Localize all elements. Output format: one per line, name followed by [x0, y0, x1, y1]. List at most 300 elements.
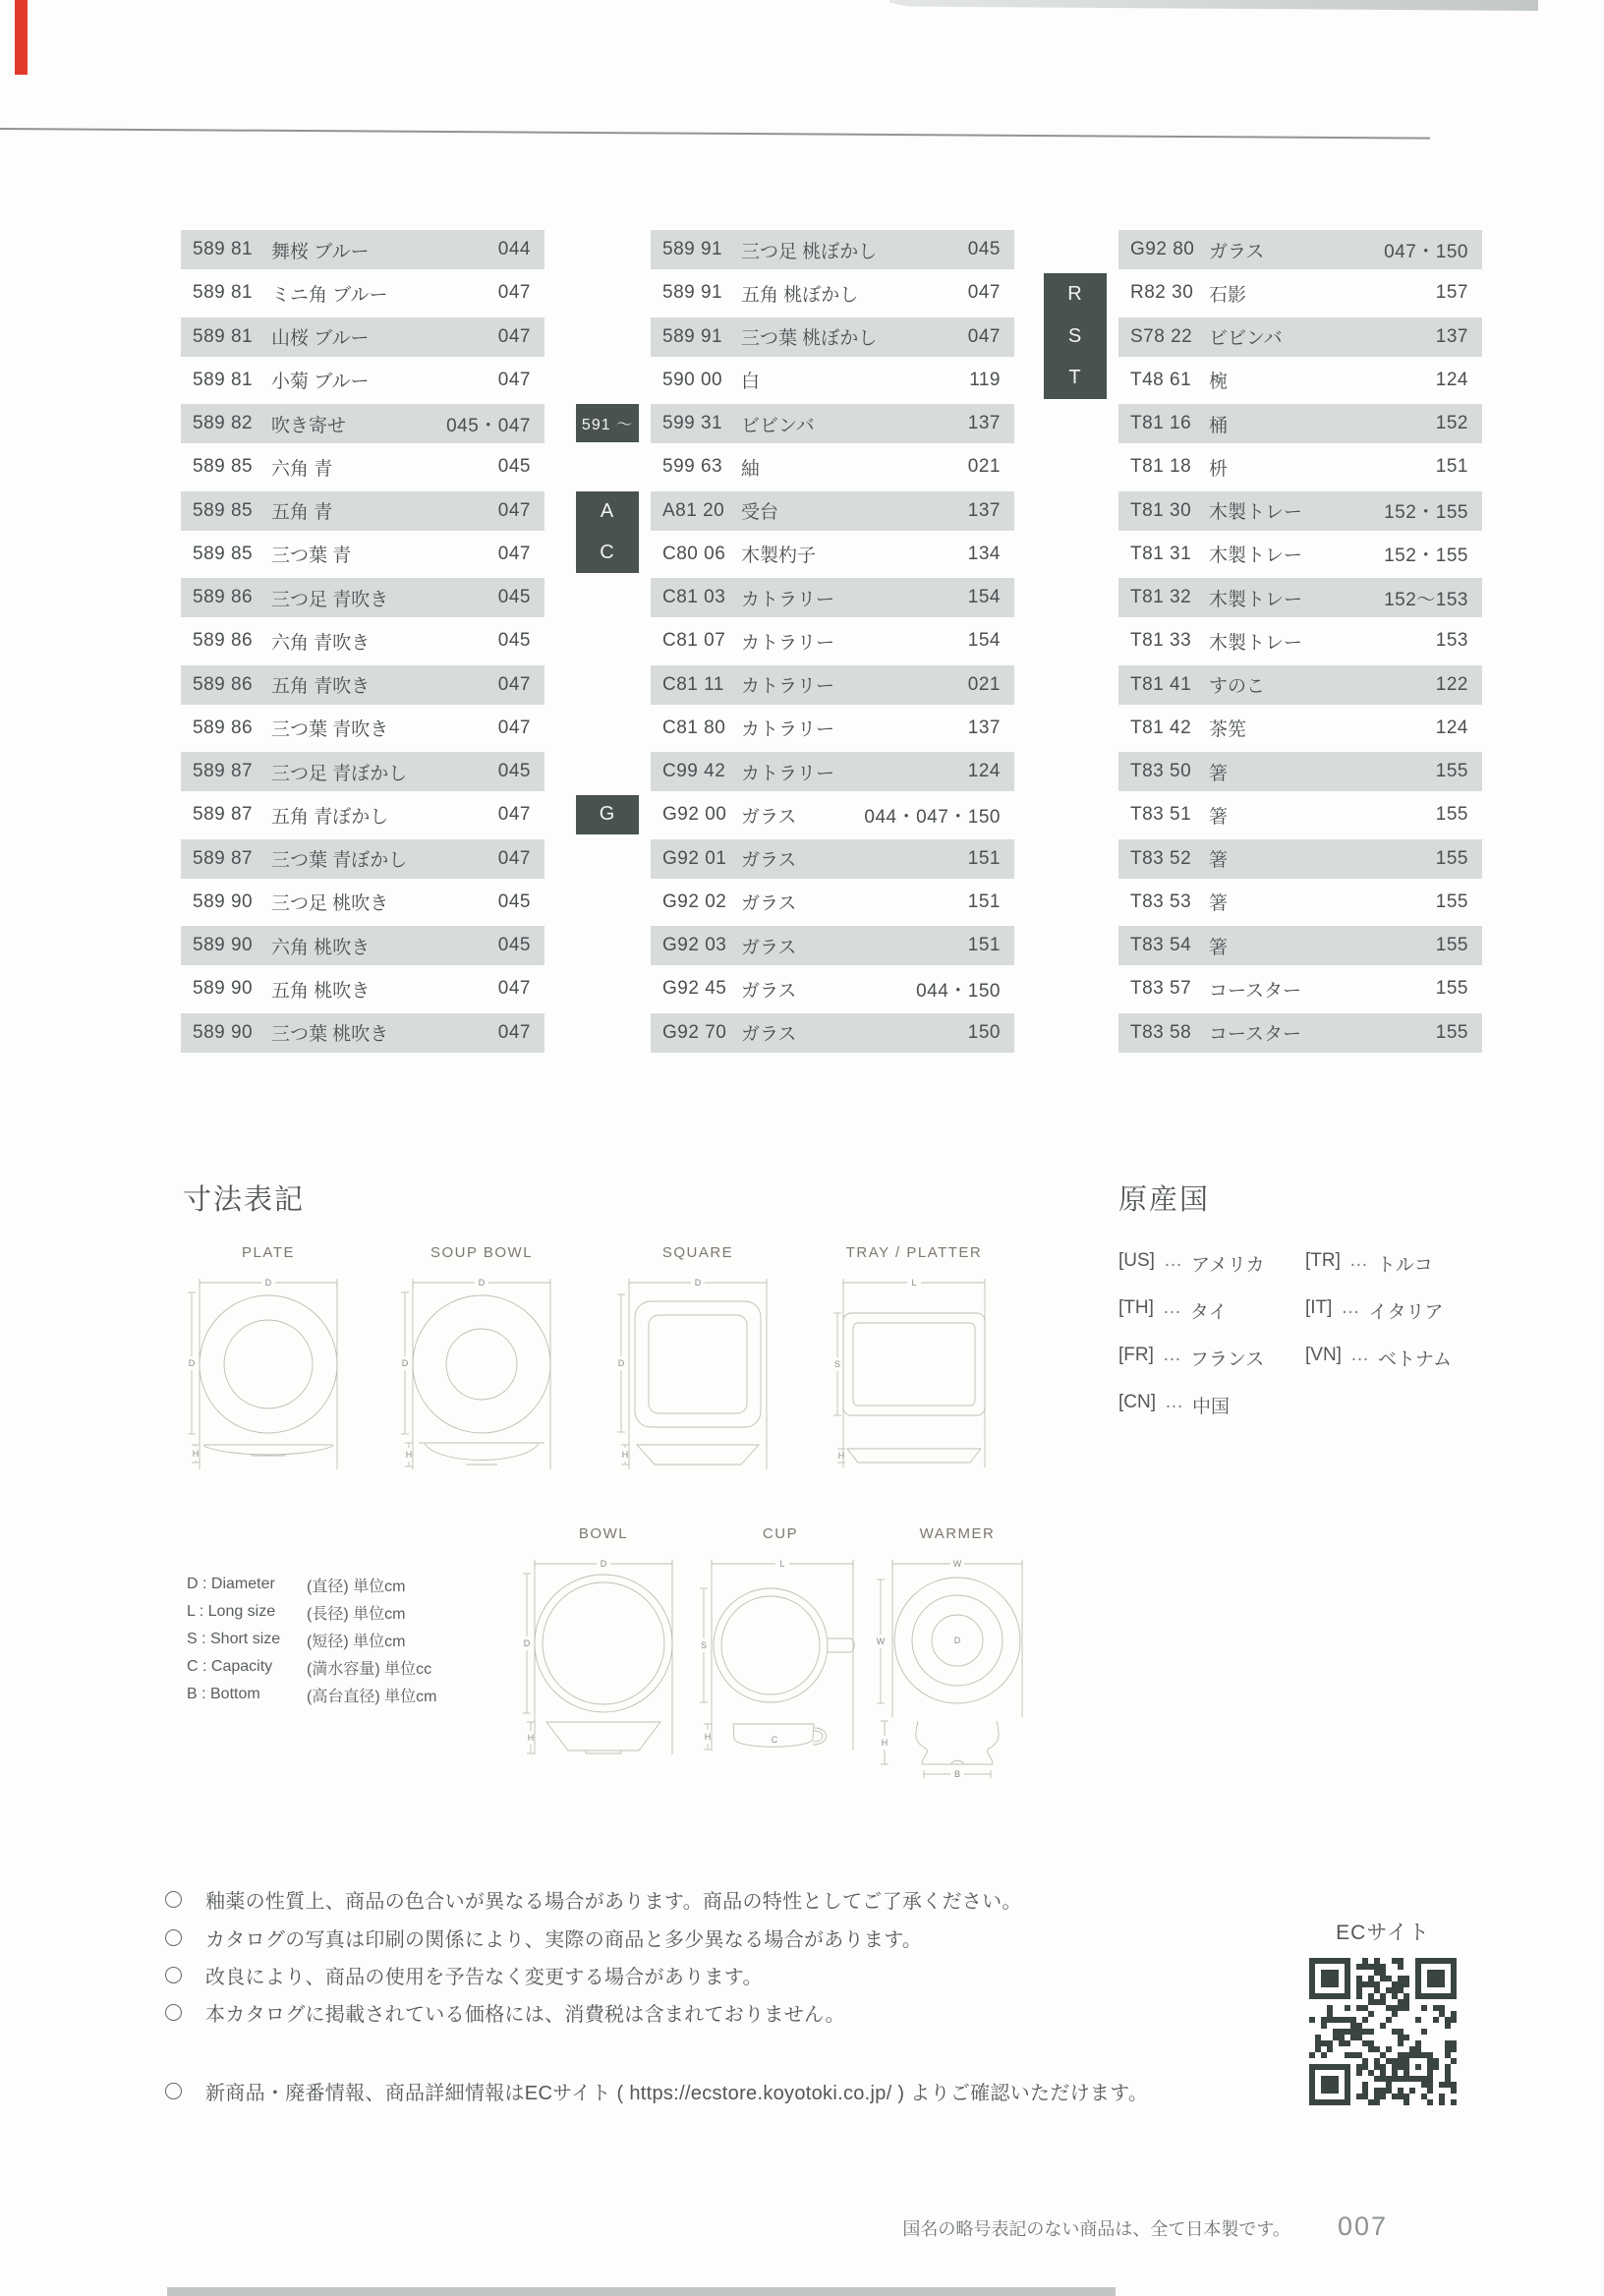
- index-row: [651, 967, 1014, 1010]
- top-rule-line: [0, 128, 1430, 139]
- index-row: [181, 359, 544, 402]
- svg-text:H: H: [704, 1732, 712, 1742]
- page-reference: 047: [967, 325, 1001, 347]
- product-code: T83 54: [1130, 935, 1192, 956]
- index-row: [181, 707, 544, 750]
- product-name: 茶筅: [1209, 719, 1247, 741]
- svg-text:H: H: [837, 1451, 845, 1461]
- product-name: 紬: [741, 458, 761, 480]
- index-row: [651, 619, 1014, 662]
- product-name: 木製杓子: [741, 545, 817, 567]
- index-row: [181, 576, 544, 619]
- product-name: 椀: [1209, 372, 1229, 393]
- page-reference: 045: [497, 761, 531, 782]
- index-row: [181, 489, 544, 533]
- cup-line-drawing: [692, 1548, 869, 1759]
- page-reference: 047: [497, 847, 531, 869]
- soup-bowl-line-drawing: [393, 1267, 570, 1478]
- product-code: 589 87: [193, 804, 254, 826]
- product-name: 小菊 ブルー: [271, 372, 370, 393]
- tray-line-drawing: [826, 1267, 1002, 1478]
- product-name: すのこ: [1209, 676, 1266, 698]
- product-code: G92 01: [662, 847, 727, 869]
- product-code: 589 86: [193, 673, 254, 695]
- page-reference: 152: [1435, 413, 1468, 434]
- legend-row: B : Bottom (高台直径) 単位cm: [187, 1686, 437, 1705]
- page-reference: 155: [1435, 978, 1468, 1000]
- note-item: 本カタログに掲載されている価格には、消費税は含まれておりません。: [165, 1998, 845, 2027]
- origin-entry: [FR] … フランス: [1118, 1345, 1265, 1370]
- page-reference: 047: [497, 543, 531, 564]
- index-row: [181, 445, 544, 488]
- product-name: 三つ足 桃ぼかし: [741, 241, 878, 262]
- product-name: 箸: [1209, 806, 1229, 828]
- page-reference: 124: [1435, 717, 1468, 738]
- diagram-label: CUP: [762, 1525, 799, 1542]
- page-reference: 047: [497, 804, 531, 826]
- index-row: [1118, 316, 1482, 359]
- legend-row: S : Short size (短径) 単位cm: [187, 1631, 406, 1650]
- index-row: [1118, 837, 1482, 881]
- product-name: 木製トレー: [1209, 502, 1303, 524]
- page-reference: 119: [969, 369, 1001, 390]
- product-code: A81 20: [662, 499, 725, 521]
- tag-letter: S: [1067, 324, 1083, 347]
- index-row: [651, 750, 1014, 793]
- svg-text:D: D: [953, 1636, 961, 1645]
- index-column-2: [581, 228, 1014, 1055]
- index-row: [181, 316, 544, 359]
- svg-text:W: W: [952, 1559, 962, 1569]
- diagram-label: BOWL: [578, 1525, 629, 1542]
- product-name: 三つ葉 青: [271, 545, 352, 567]
- diagram-square: [609, 1244, 786, 1478]
- origin-entry: [TH] … タイ: [1118, 1297, 1228, 1323]
- bullet-circle-icon: [165, 1967, 182, 1983]
- note-item: 釉薬の性質上、商品の色合いが異なる場合があります。商品の特性としてご了承ください。: [165, 1885, 1022, 1914]
- page-reference: 137: [1435, 325, 1468, 347]
- index-row: [651, 489, 1014, 533]
- product-code: S78 22: [1130, 325, 1193, 347]
- product-name: 箸: [1209, 937, 1229, 958]
- page-reference: 150: [967, 1021, 1001, 1043]
- page-footer: [885, 2211, 1388, 2242]
- product-name: ガラス: [741, 850, 797, 872]
- diagram-warmer: [869, 1525, 1046, 1784]
- product-code: G92 45: [662, 978, 727, 1000]
- svg-text:L: L: [911, 1278, 917, 1288]
- product-name: 五角 桃ぼかし: [741, 284, 859, 306]
- product-code: 589 91: [662, 239, 723, 260]
- page-reference: 154: [967, 630, 1001, 652]
- origin-list: [1118, 1250, 1452, 1439]
- diagram-label: SQUARE: [661, 1244, 734, 1261]
- page-reference: 047: [497, 325, 531, 347]
- page-reference: 151: [967, 847, 1001, 869]
- index-row: [1118, 924, 1482, 967]
- product-code: T83 57: [1130, 978, 1192, 1000]
- product-code: C81 07: [662, 630, 726, 652]
- svg-text:D: D: [617, 1358, 625, 1368]
- page-reference: 047: [497, 1021, 531, 1043]
- origin-entry: [IT] … イタリア: [1305, 1297, 1444, 1323]
- product-code: 589 85: [193, 499, 254, 521]
- page-reference: 155: [1435, 761, 1468, 782]
- product-code: C81 03: [662, 587, 726, 608]
- product-name: 受台: [741, 502, 779, 524]
- page-reference: 047: [497, 673, 531, 695]
- origin-entry: [CN] … 中国: [1118, 1392, 1231, 1417]
- bowl-line-drawing: [515, 1548, 692, 1759]
- tag-letter: A: [600, 499, 615, 522]
- product-name: 木製トレー: [1209, 589, 1303, 610]
- index-row: [1118, 445, 1482, 488]
- page-reference: 155: [1435, 890, 1468, 912]
- note-item: カタログの写真は印刷の関係により、実際の商品と多少異なる場合があります。: [165, 1923, 922, 1952]
- index-letter-tag: [1044, 273, 1107, 399]
- origin-entry: [US] … アメリカ: [1118, 1250, 1265, 1276]
- product-name: 箸: [1209, 763, 1229, 784]
- svg-text:H: H: [621, 1450, 629, 1460]
- svg-text:D: D: [600, 1559, 607, 1569]
- index-row: [1118, 359, 1482, 402]
- dimension-legend: [187, 1571, 436, 1708]
- page-reference: 044・150: [916, 980, 1001, 1002]
- page-reference: 045: [497, 587, 531, 608]
- svg-text:L: L: [779, 1559, 785, 1569]
- index-row: [651, 837, 1014, 881]
- diagram-label: TRAY / PLATTER: [845, 1244, 983, 1261]
- product-code: T81 16: [1130, 413, 1192, 434]
- index-row: [651, 359, 1014, 402]
- index-row: [651, 924, 1014, 967]
- index-letter-tag: [576, 795, 639, 833]
- page-number: 007: [1337, 2211, 1388, 2241]
- index-row: [181, 619, 544, 662]
- index-row: [1118, 663, 1482, 707]
- index-row: [1118, 793, 1482, 836]
- product-code: 589 81: [193, 282, 254, 304]
- product-code: 589 82: [193, 413, 254, 434]
- product-name: 三つ足 桃吹き: [271, 893, 389, 915]
- svg-text:H: H: [192, 1449, 200, 1459]
- origin-section-title: 原産国: [1118, 1184, 1211, 1216]
- warmer-line-drawing: [869, 1548, 1046, 1784]
- page-reference: 154: [967, 587, 1001, 608]
- footer-note: 国名の略号表記のない商品は、全て日本製です。: [902, 2219, 1290, 2239]
- index-row: [1118, 489, 1482, 533]
- product-code: T81 42: [1130, 717, 1192, 738]
- scan-edge-artifact: [889, 0, 1538, 11]
- page-reference: 047: [497, 717, 531, 738]
- bullet-circle-icon: [165, 2083, 182, 2099]
- page-reference: 045: [967, 239, 1001, 260]
- product-name: 三つ葉 桃吹き: [271, 1024, 389, 1046]
- product-name: カトラリー: [741, 589, 835, 610]
- page-reference: 151: [1435, 456, 1468, 478]
- product-name: カトラリー: [741, 719, 835, 741]
- page-reference: 155: [1435, 1021, 1468, 1043]
- product-name: カトラリー: [741, 632, 835, 654]
- bullet-circle-icon: [165, 2004, 182, 2021]
- product-name: ガラス: [741, 893, 797, 915]
- diagram-tray-platter: [826, 1244, 1002, 1478]
- page-reference: 151: [967, 890, 1001, 912]
- legend-row: D : Diameter (直径) 単位cm: [187, 1576, 406, 1595]
- page-reference: 155: [1435, 804, 1468, 826]
- product-code: 589 91: [662, 282, 723, 304]
- index-row: [181, 663, 544, 707]
- index-row: [1118, 619, 1482, 662]
- index-row: [1118, 1011, 1482, 1055]
- index-row: [651, 707, 1014, 750]
- index-row: [1118, 271, 1482, 315]
- product-name: ビビンバ: [741, 415, 815, 436]
- product-index: [0, 228, 1604, 1063]
- product-code: G92 03: [662, 935, 727, 956]
- index-row: [181, 402, 544, 445]
- product-code: C99 42: [662, 761, 726, 782]
- product-code: 589 91: [662, 325, 723, 347]
- page-reference: 047: [497, 369, 531, 390]
- page-reference: 047・150: [1384, 241, 1468, 262]
- product-code: T81 18: [1130, 456, 1192, 478]
- product-code: T81 41: [1130, 673, 1192, 695]
- page-reference: 021: [967, 673, 1001, 695]
- product-name: 桶: [1209, 415, 1229, 436]
- product-code: 589 85: [193, 543, 254, 564]
- dimensions-section-title: 寸法表記: [183, 1184, 306, 1216]
- page-reference: 044・047・150: [864, 806, 1001, 828]
- product-name: ガラス: [1209, 241, 1265, 262]
- product-name: 三つ足 青ぼかし: [271, 763, 408, 784]
- index-row: [651, 533, 1014, 576]
- product-code: 589 87: [193, 761, 254, 782]
- product-code: R82 30: [1130, 282, 1194, 304]
- product-name: カトラリー: [741, 763, 835, 784]
- product-name: ビビンバ: [1209, 328, 1283, 350]
- page-reference: 152～153: [1384, 589, 1468, 610]
- index-row: [181, 228, 544, 271]
- page-reference: 047: [497, 978, 531, 1000]
- product-code: 589 81: [193, 369, 254, 390]
- page-reference: 045: [497, 890, 531, 912]
- product-name: 六角 青: [271, 458, 333, 480]
- note-item: 改良により、商品の使用を予告なく変更する場合があります。: [165, 1961, 763, 1989]
- product-code: T83 58: [1130, 1021, 1192, 1043]
- page-reference: 155: [1435, 935, 1468, 956]
- product-code: T81 30: [1130, 499, 1192, 521]
- product-code: T83 52: [1130, 847, 1192, 869]
- scan-red-mark: [15, 0, 28, 75]
- page-reference: 045: [497, 456, 531, 478]
- product-code: T81 32: [1130, 587, 1192, 608]
- product-name: ガラス: [741, 980, 797, 1002]
- page-reference: 157: [1435, 282, 1468, 304]
- product-code: T48 61: [1130, 369, 1192, 390]
- product-code: 589 87: [193, 847, 254, 869]
- qr-code: [1309, 1958, 1457, 2105]
- plate-line-drawing: [180, 1267, 357, 1478]
- index-row: [651, 663, 1014, 707]
- index-row: [1118, 707, 1482, 750]
- product-name: 五角 青ぼかし: [271, 806, 389, 828]
- svg-text:B: B: [953, 1769, 961, 1779]
- svg-text:S: S: [833, 1359, 841, 1369]
- diagram-label: WARMER: [919, 1525, 996, 1542]
- product-name: コースター: [1209, 980, 1302, 1002]
- diagram-label: SOUP BOWL: [430, 1244, 534, 1261]
- product-code: G92 70: [662, 1021, 727, 1043]
- tag-letter: T: [1068, 367, 1082, 389]
- product-name: ガラス: [741, 806, 797, 828]
- page-reference: 047: [497, 282, 531, 304]
- product-code: 589 81: [193, 325, 254, 347]
- svg-text:D: D: [401, 1358, 409, 1368]
- index-row: [181, 837, 544, 881]
- index-row: [651, 881, 1014, 924]
- index-column-1: [181, 228, 544, 1055]
- product-code: C80 06: [662, 543, 726, 564]
- product-name: 吹き寄せ: [271, 415, 347, 436]
- product-name: 五角 青吹き: [271, 676, 371, 698]
- page-reference: 021: [967, 456, 1001, 478]
- product-code: T83 51: [1130, 804, 1192, 826]
- product-code: T83 50: [1130, 761, 1192, 782]
- bullet-circle-icon: [165, 1929, 182, 1946]
- bullet-circle-icon: [165, 1891, 182, 1908]
- product-name: 六角 青吹き: [271, 632, 371, 654]
- ec-site-block: [1309, 1917, 1457, 2105]
- svg-text:C: C: [771, 1735, 778, 1745]
- product-code: 589 86: [193, 717, 254, 738]
- index-letter-tag: [576, 491, 639, 574]
- legend-row: C : Capacity (満水容量) 単位cc: [187, 1658, 432, 1678]
- page-reference: 047: [497, 499, 531, 521]
- product-name: 舞桜 ブルー: [271, 241, 370, 262]
- svg-text:H: H: [405, 1450, 413, 1460]
- index-row: [181, 793, 544, 836]
- product-name: 五角 桃吹き: [271, 980, 371, 1002]
- index-row: [181, 750, 544, 793]
- index-letter-tag: [576, 404, 639, 442]
- index-row: [181, 881, 544, 924]
- product-name: 五角 青: [271, 502, 333, 524]
- index-row: [181, 1011, 544, 1055]
- index-row: [1118, 228, 1482, 271]
- product-name: 六角 桃吹き: [271, 937, 371, 958]
- tag-letter: G: [599, 803, 616, 826]
- product-code: 589 90: [193, 935, 254, 956]
- legend-row: L : Long size (長径) 単位cm: [187, 1603, 406, 1623]
- index-column-3: [1067, 228, 1482, 1055]
- page-reference: 044: [497, 239, 531, 260]
- product-code: G92 00: [662, 804, 727, 826]
- page-reference: 045: [497, 935, 531, 956]
- index-row: [651, 402, 1014, 445]
- index-row: [651, 445, 1014, 488]
- svg-text:D: D: [188, 1358, 196, 1368]
- product-code: 599 63: [662, 456, 723, 478]
- svg-text:D: D: [264, 1278, 272, 1288]
- product-code: 589 85: [193, 456, 254, 478]
- diagram-plate: [180, 1244, 357, 1478]
- product-code: 589 90: [193, 1021, 254, 1043]
- product-code: 589 86: [193, 630, 254, 652]
- product-name: 三つ葉 桃ぼかし: [741, 328, 878, 350]
- product-code: T81 33: [1130, 630, 1192, 652]
- index-row: [181, 967, 544, 1010]
- tag-letter: R: [1067, 283, 1083, 306]
- index-row: [1118, 576, 1482, 619]
- page-reference: 045: [497, 630, 531, 652]
- product-name: 山桜 ブルー: [271, 328, 370, 350]
- product-code: 590 00: [662, 369, 723, 390]
- svg-text:H: H: [527, 1733, 535, 1743]
- diagram-label: PLATE: [242, 1244, 295, 1261]
- index-row: [651, 228, 1014, 271]
- product-name: 箸: [1209, 893, 1229, 915]
- product-name: ミニ角 ブルー: [271, 284, 388, 306]
- product-name: ガラス: [741, 937, 797, 958]
- index-row: [1118, 881, 1482, 924]
- diagram-bowl: [515, 1525, 692, 1759]
- product-code: 589 90: [193, 978, 254, 1000]
- square-line-drawing: [609, 1267, 786, 1478]
- product-code: T83 53: [1130, 890, 1192, 912]
- page-reference: 153: [1435, 630, 1468, 652]
- product-name: 木製トレー: [1209, 545, 1303, 567]
- product-name: コースター: [1209, 1024, 1302, 1046]
- page-reference: 137: [967, 413, 1001, 434]
- product-code: G92 80: [1130, 239, 1195, 260]
- index-row: [181, 924, 544, 967]
- product-code: G92 02: [662, 890, 727, 912]
- page-reference: 151: [967, 935, 1001, 956]
- page-reference: 124: [1435, 369, 1468, 390]
- index-row: [651, 793, 1014, 836]
- product-name: 白: [741, 372, 761, 393]
- tag-letter: 591 ～: [581, 417, 634, 434]
- index-row: [1118, 750, 1482, 793]
- diagram-soup-bowl: [393, 1244, 570, 1478]
- origin-entry: [TR] … トルコ: [1305, 1250, 1433, 1276]
- product-name: 箸: [1209, 850, 1229, 872]
- origin-column-left: [1118, 1250, 1266, 1439]
- svg-text:D: D: [478, 1278, 486, 1288]
- index-row: [1118, 402, 1482, 445]
- product-name: 石影: [1209, 284, 1247, 306]
- diagram-cup: [692, 1525, 869, 1759]
- index-row: [1118, 967, 1482, 1010]
- index-row: [181, 271, 544, 315]
- notes-list: [165, 1885, 1404, 2121]
- product-code: T81 31: [1130, 543, 1192, 564]
- product-code: 599 31: [662, 413, 723, 434]
- product-name: 三つ葉 青ぼかし: [271, 850, 408, 872]
- origin-column-right: [1305, 1250, 1452, 1439]
- page-reference: 047: [967, 282, 1001, 304]
- index-row: [651, 1011, 1014, 1055]
- product-name: 三つ葉 青吹き: [271, 719, 389, 741]
- page-reference: 152・155: [1384, 545, 1468, 567]
- index-row: [651, 271, 1014, 315]
- index-row: [181, 533, 544, 576]
- svg-text:W: W: [876, 1636, 886, 1646]
- product-code: 589 90: [193, 890, 254, 912]
- page-reference: 155: [1435, 847, 1468, 869]
- index-row: [651, 316, 1014, 359]
